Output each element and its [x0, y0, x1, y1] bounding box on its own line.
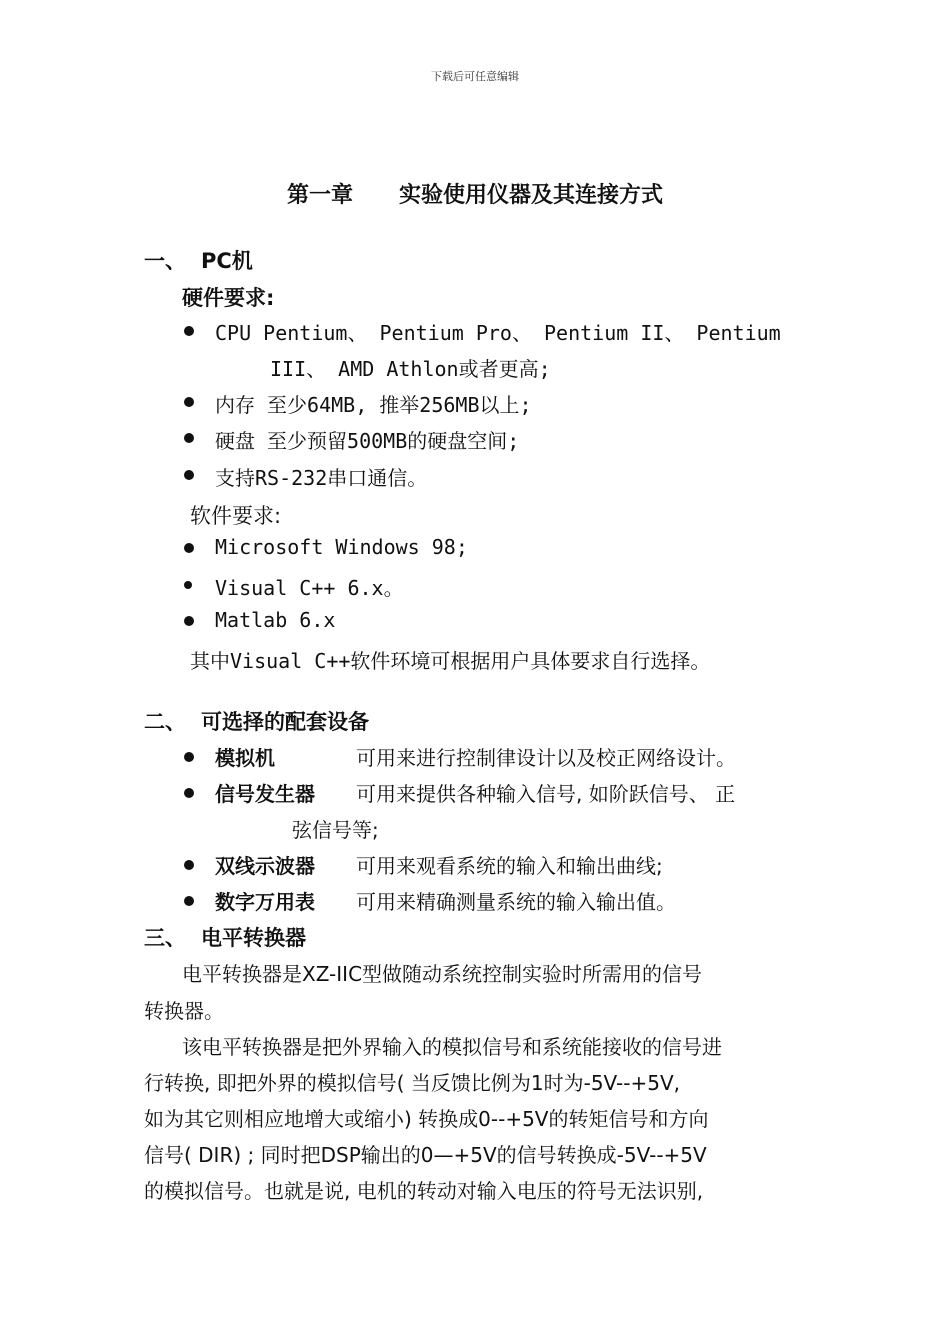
paragraph-line: 的模拟信号。也就是说, 电机的转动对输入电压的符号无法识别,	[144, 1179, 704, 1203]
paragraph-line: 如为其它则相应地增大或缩小) 转换成0--+5V的转矩信号和方向	[144, 1107, 709, 1131]
paragraph-line: 电平转换器是XZ-IIC型做随动系统控制实验时所需用的信号	[182, 962, 703, 986]
bullet-icon	[184, 788, 194, 798]
section-number: 一、	[144, 249, 186, 273]
section-3-heading	[144, 922, 306, 952]
section-title: 电平转换器	[201, 926, 306, 950]
sw-item-visualcpp: Visual C++ 6.x。	[215, 576, 404, 600]
chapter-heading: 实验使用仪器及其连接方式	[399, 183, 664, 208]
section-number: 二、	[144, 710, 186, 734]
paragraph-line: 该电平转换器是把外界输入的模拟信号和系统能接收的信号进	[182, 1035, 722, 1059]
section-1-heading	[144, 245, 253, 275]
hw-item-cpu-text: CPU Pentium、 Pentium Pro、 Pentium II、 Pentium	[215, 321, 781, 345]
hw-item-serial: 支持RS-232串口通信。	[215, 466, 428, 490]
bullet-icon	[184, 860, 194, 870]
equipment-desc: 可用来观看系统的输入和输出曲线;	[356, 854, 663, 878]
chapter-label: 第一章	[286, 183, 353, 208]
equipment-desc-cont: 弦信号等;	[292, 818, 379, 842]
bullet-icon	[184, 616, 194, 626]
bullet-icon	[184, 397, 194, 407]
bullet-icon	[184, 543, 194, 553]
software-note: 其中Visual C++软件环境可根据用户具体要求自行选择。	[190, 649, 711, 673]
software-requirements-title: 软件要求:	[190, 504, 282, 528]
equipment-desc: 可用来进行控制律设计以及校正网络设计。	[356, 746, 736, 770]
section-2-heading	[144, 706, 369, 736]
equipment-desc: 可用来提供各种输入信号, 如阶跃信号、 正	[356, 782, 736, 806]
hw-item-disk: 硬盘 至少预留500MB的硬盘空间;	[215, 429, 520, 453]
bullet-icon	[184, 433, 194, 443]
chapter-title	[0, 178, 950, 209]
paragraph-line: 行转换, 即把外界的模拟信号( 当反馈比例为1时为-5V--+5V,	[144, 1071, 681, 1095]
bullet-icon	[184, 470, 194, 480]
equipment-name: 信号发生器	[215, 782, 315, 806]
equipment-desc: 可用来精确测量系统的输入输出值。	[356, 890, 676, 914]
section-title: 可选择的配套设备	[201, 710, 369, 734]
paragraph-line: 转换器。	[144, 999, 224, 1023]
hw-item-cpu-line2: III、 AMD Athlon或者更高;	[270, 357, 551, 381]
hardware-requirements-title: 硬件要求:	[182, 286, 275, 310]
paragraph-line: 信号( DIR) ; 同时把DSP输出的0—+5V的信号转换成-5V--+5V	[144, 1143, 707, 1167]
bullet-icon	[184, 326, 194, 336]
equipment-name: 双线示波器	[215, 854, 315, 878]
bullet-icon	[184, 752, 194, 762]
section-title: PC机	[201, 249, 253, 273]
bullet-icon	[184, 581, 192, 589]
sw-item-windows: Microsoft Windows 98;	[215, 535, 468, 559]
section-number: 三、	[144, 926, 186, 950]
hw-item-memory: 内存 至少64MB, 推举256MB以上;	[215, 393, 532, 417]
bullet-icon	[184, 896, 194, 906]
header-note: 下载后可任意编辑	[431, 70, 519, 83]
hw-item-cpu-line1	[215, 317, 810, 346]
sw-item-matlab: Matlab 6.x	[215, 608, 336, 632]
equipment-name: 模拟机	[215, 746, 275, 770]
equipment-name: 数字万用表	[215, 890, 315, 914]
